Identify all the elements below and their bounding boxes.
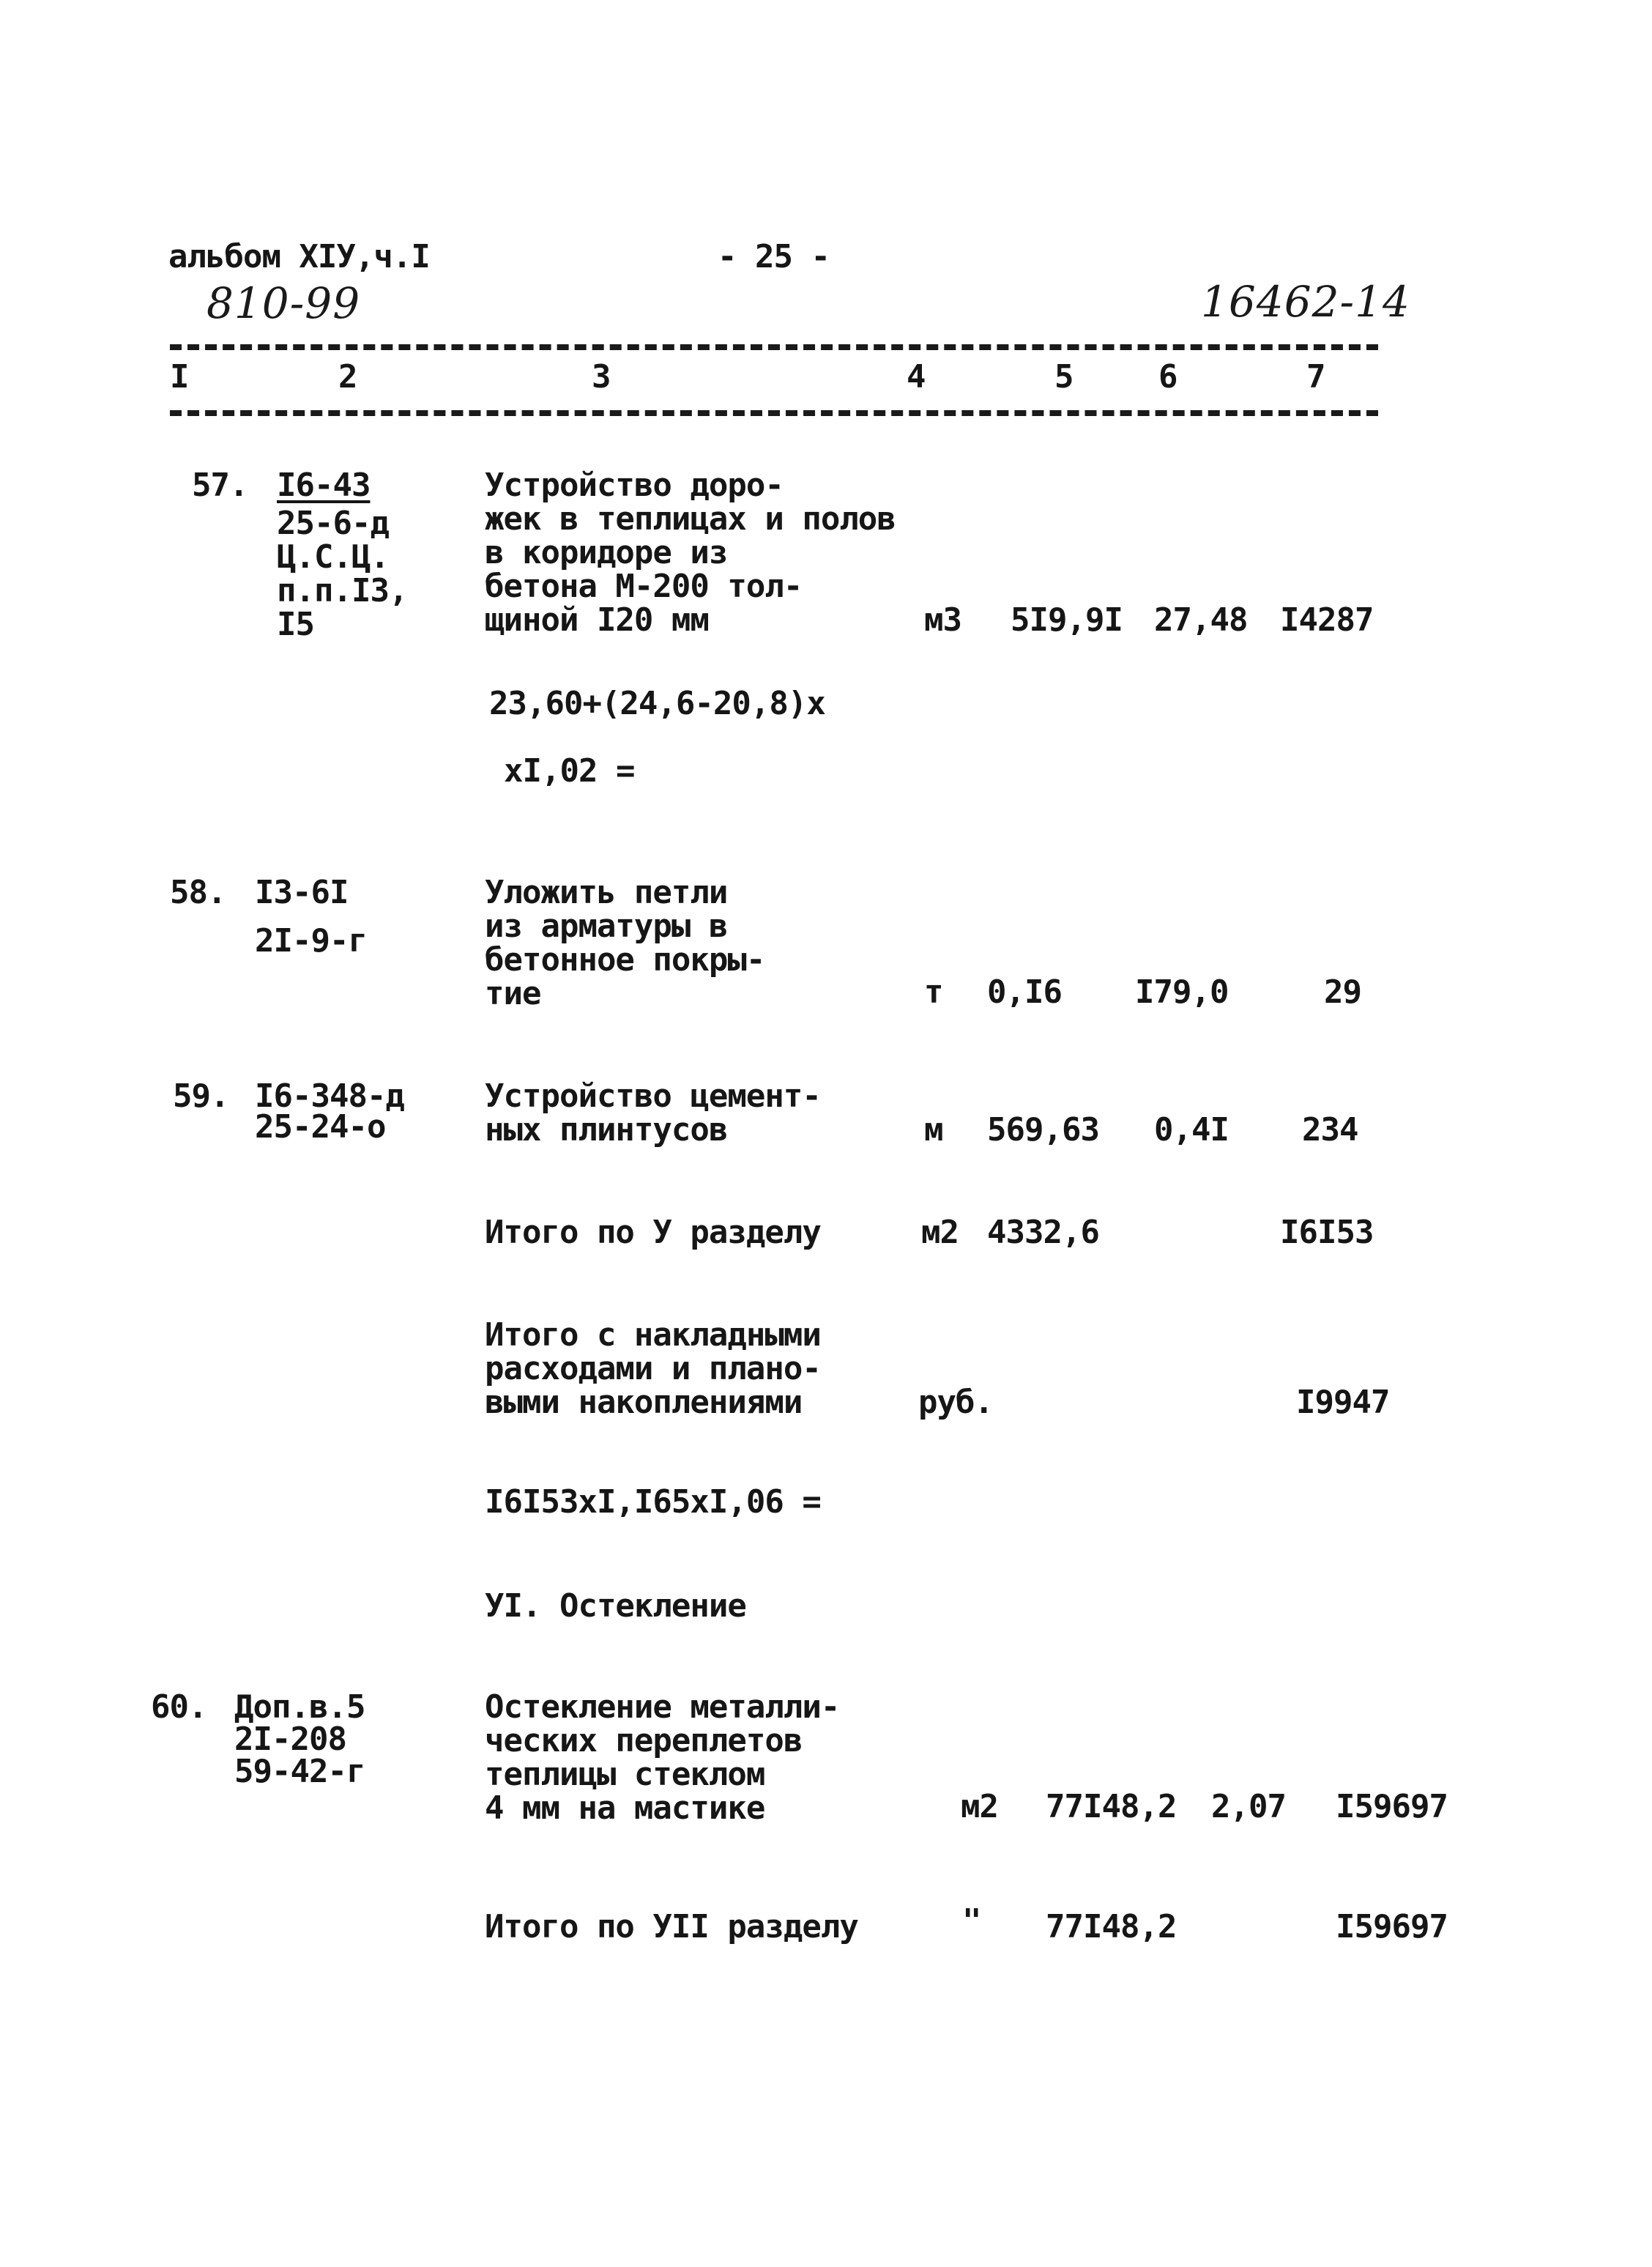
handwritten-right-note: 16462-14 xyxy=(1201,277,1410,327)
row-59-unit: м xyxy=(924,1111,943,1149)
handwritten-left-note: 810-99 xyxy=(206,278,361,328)
row-57-quantity: 5I9,9I xyxy=(1011,601,1123,639)
row-60-unit: м2 xyxy=(961,1788,998,1825)
subtotal-5-unit: м2 xyxy=(921,1214,959,1251)
row-59-description: Устройство цемент- ных плинтусов xyxy=(485,1077,821,1149)
column-number-1: I xyxy=(170,358,189,396)
row-59-code-1: I6-348-д xyxy=(255,1077,404,1115)
row-57-unit: м3 xyxy=(924,601,961,639)
subtotal-7-ditto-mark: " xyxy=(962,1902,981,1940)
subtotal-7-quantity: 77I48,2 xyxy=(1046,1908,1177,1945)
overhead-unit: руб. xyxy=(918,1384,993,1421)
row-60-number: 60. xyxy=(151,1688,207,1726)
subtotal-7-total: I59697 xyxy=(1336,1908,1448,1945)
row-57-number: 57. xyxy=(192,467,248,504)
row-59-price: 0,4I xyxy=(1154,1111,1229,1149)
row-57-formula-line-2: хI,02 = xyxy=(504,752,635,790)
row-60-quantity: 77I48,2 xyxy=(1046,1788,1177,1825)
row-58-code-2: 2I-9-г xyxy=(255,922,367,960)
row-60-price: 2,07 xyxy=(1211,1788,1286,1825)
row-59-code-2: 25-24-о xyxy=(255,1108,386,1146)
column-number-6: 6 xyxy=(1158,358,1177,396)
overhead-total: I9947 xyxy=(1296,1384,1390,1421)
page-number: - 25 - xyxy=(718,238,830,275)
column-number-3: 3 xyxy=(592,358,611,396)
row-57-formula-line-1: 23,60+(24,6-20,8)х xyxy=(489,685,825,722)
row-57-code-1: I6-43 xyxy=(277,467,371,504)
subtotal-7-label: Итого по УII разделу xyxy=(485,1908,858,1945)
row-57-code-3: Ц.С.Ц. xyxy=(277,538,389,576)
row-57-total: I4287 xyxy=(1280,601,1374,639)
row-60-total: I59697 xyxy=(1336,1788,1448,1825)
row-59-number: 59. xyxy=(173,1077,229,1115)
subtotal-5-total: I6I53 xyxy=(1280,1214,1374,1251)
row-57-code-4: п.п.I3, xyxy=(277,572,408,609)
row-58-quantity: 0,I6 xyxy=(987,973,1062,1011)
subtotal-5-label: Итого по У разделу xyxy=(485,1214,821,1251)
row-60-code-3: 59-42-г xyxy=(234,1753,365,1790)
row-58-price: I79,0 xyxy=(1135,973,1229,1011)
row-59-quantity: 569,63 xyxy=(987,1111,1099,1149)
subtotal-5-quantity: 4332,6 xyxy=(987,1214,1099,1251)
column-number-7: 7 xyxy=(1306,358,1325,396)
row-57-description: Устройство доро- жек в теплицах и полов в коридоре из бетона М-200 тол- щиной I20 мм xyxy=(485,467,896,639)
row-57-price: 27,48 xyxy=(1154,601,1248,639)
overhead-formula: I6I53хI,I65хI,06 = xyxy=(485,1483,821,1521)
row-58-description: Уложить петли из арматуры в бетонное покры- тие xyxy=(485,874,765,1012)
column-number-5: 5 xyxy=(1054,358,1074,396)
row-60-code-1: Доп.в.5 xyxy=(234,1688,365,1726)
column-number-2: 2 xyxy=(338,358,357,396)
row-57-code-5: I5 xyxy=(277,606,314,643)
header-divider-bottom xyxy=(170,410,1378,416)
row-60-description: Остекление металли- ческих переплетов теплицы стеклом 4 мм на мастике xyxy=(485,1688,840,1827)
row-60-code-2: 2I-208 xyxy=(234,1721,346,1758)
row-58-total: 29 xyxy=(1324,973,1361,1011)
overhead-label: Итого с накладными расходами и плано- выми накоплениями xyxy=(485,1316,821,1421)
row-59-total: 234 xyxy=(1302,1111,1358,1149)
row-58-code-1: I3-6I xyxy=(255,874,349,911)
section-6-title: УI. Остекление xyxy=(485,1587,746,1625)
row-57-code-2: 25-6-д xyxy=(277,505,389,542)
column-number-4: 4 xyxy=(907,358,926,396)
row-58-number: 58. xyxy=(170,874,226,911)
header-divider-top xyxy=(170,344,1378,350)
row-58-unit: т xyxy=(924,973,943,1011)
album-reference: альбом ХIУ,ч.I xyxy=(168,238,430,275)
